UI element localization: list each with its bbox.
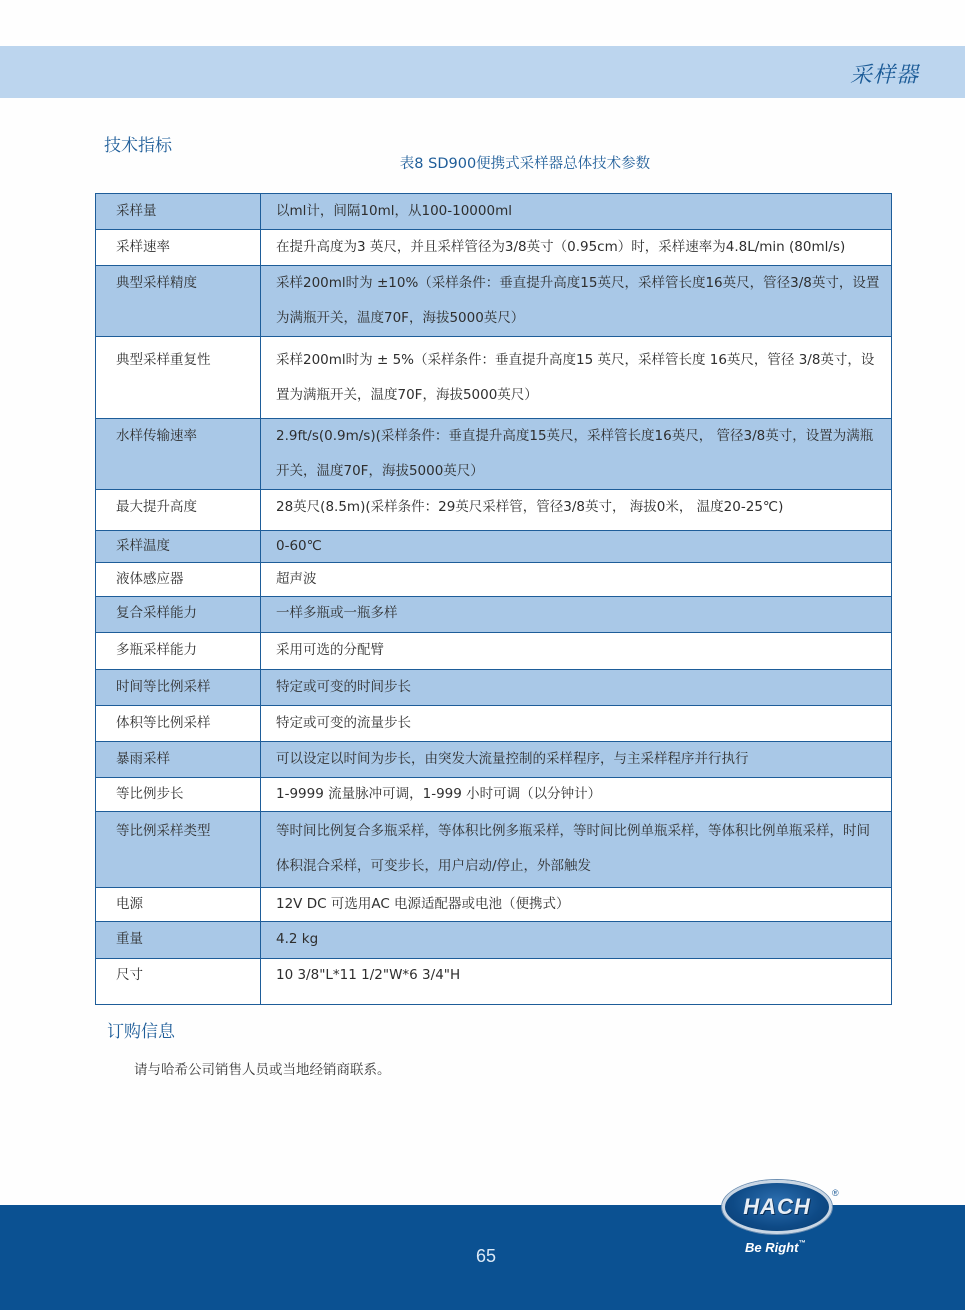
header-band [0, 46, 965, 98]
row-value: 4.2 kg [261, 922, 892, 959]
row-label: 最大提升高度 [96, 490, 261, 531]
table-row [96, 563, 892, 597]
table-row [96, 337, 892, 419]
page-number: 65 [476, 1246, 497, 1266]
row-label: 水样传输速率 [96, 419, 261, 490]
row-value: 采样200ml时为 ± 5%（采样条件：垂直提升高度15 英尺，采样管长度 16英尺，管径 3/8英寸，设置为满瓶开关，温度70F，海拔5000英尺） [261, 337, 892, 419]
table-row [96, 812, 892, 888]
spec-table [95, 193, 892, 1005]
row-value: 特定或可变的流量步长 [261, 706, 892, 742]
row-value: 可以设定以时间为步长，由突发大流量控制的采样程序，与主采样程序并行执行 [261, 742, 892, 778]
row-value: 采用可选的分配臂 [261, 633, 892, 670]
row-value: 1-9999 流量脉冲可调，1-999 小时可调（以分钟计） [261, 778, 892, 812]
row-label: 尺寸 [96, 959, 261, 1005]
row-label: 液体感应器 [96, 563, 261, 597]
row-label: 复合采样能力 [96, 597, 261, 633]
table-caption: 表8 SD900便携式采样器总体技术参数 [399, 156, 651, 172]
row-value: 超声波 [261, 563, 892, 597]
row-label: 采样速率 [96, 230, 261, 266]
spec-section-title: 技术指标 [104, 136, 172, 156]
order-text: 请与哈希公司销售人员或当地经销商联系。 [134, 1062, 391, 1078]
table-row [96, 633, 892, 670]
table-row [96, 266, 892, 337]
order-section-title: 订购信息 [107, 1022, 175, 1042]
row-value: 以ml计，间隔10ml，从100-10000ml [261, 194, 892, 230]
row-label: 采样量 [96, 194, 261, 230]
row-label: 多瓶采样能力 [96, 633, 261, 670]
logo-tagline [745, 1240, 805, 1255]
row-label: 重量 [96, 922, 261, 959]
registered-mark: ® [832, 1188, 839, 1198]
tagline-text: Be Right [745, 1240, 799, 1255]
table-row [96, 194, 892, 230]
trademark-mark: ™ [798, 1240, 806, 1247]
table-row [96, 670, 892, 706]
row-value: 等时间比例复合多瓶采样，等体积比例多瓶采样，等时间比例单瓶采样，等体积比例单瓶采样，时间体积混合采样，可变步长，用户启动/停止，外部触发 [261, 812, 892, 888]
table-row [96, 230, 892, 266]
row-label: 体积等比例采样 [96, 706, 261, 742]
row-value: 0-60℃ [261, 531, 892, 563]
table-row [96, 888, 892, 922]
table-row [96, 706, 892, 742]
row-label: 等比例采样类型 [96, 812, 261, 888]
logo-text: HACH [743, 1194, 811, 1219]
row-label: 电源 [96, 888, 261, 922]
row-value: 2.9ft/s(0.9m/s)(采样条件：垂直提升高度15英尺，采样管长度16英尺， 管径3/8英寸，设置为满瓶开关，温度70F，海拔5000英尺） [261, 419, 892, 490]
table-row [96, 490, 892, 531]
row-label: 典型采样精度 [96, 266, 261, 337]
row-label: 典型采样重复性 [96, 337, 261, 419]
row-label: 暴雨采样 [96, 742, 261, 778]
hach-logo [718, 1176, 848, 1266]
row-value: 特定或可变的时间步长 [261, 670, 892, 706]
table-row [96, 742, 892, 778]
row-value: 12V DC 可选用AC 电源适配器或电池（便携式） [261, 888, 892, 922]
table-row [96, 597, 892, 633]
table-row [96, 419, 892, 490]
row-value: 一样多瓶或一瓶多样 [261, 597, 892, 633]
row-value: 28英尺(8.5m)(采样条件：29英尺采样管，管径3/8英寸， 海拔0米， 温度20-25℃) [261, 490, 892, 531]
row-value: 采样200ml时为 ±10%（采样条件：垂直提升高度15英尺，采样管长度16英尺，管径3/8英寸，设置为满瓶开关，温度70F，海拔5000英尺） [261, 266, 892, 337]
table-row [96, 922, 892, 959]
row-label: 时间等比例采样 [96, 670, 261, 706]
row-value: 在提升高度为3 英尺，并且采样管径为3/8英寸（0.95cm）时，采样速率为4.8L/min (80ml/s) [261, 230, 892, 266]
table-row [96, 778, 892, 812]
row-label: 等比例步长 [96, 778, 261, 812]
header-title: 采样器 [849, 63, 919, 88]
table-row [96, 959, 892, 1005]
row-value: 10 3/8"L*11 1/2"W*6 3/4"H [261, 959, 892, 1005]
row-label: 采样温度 [96, 531, 261, 563]
table-row [96, 531, 892, 563]
